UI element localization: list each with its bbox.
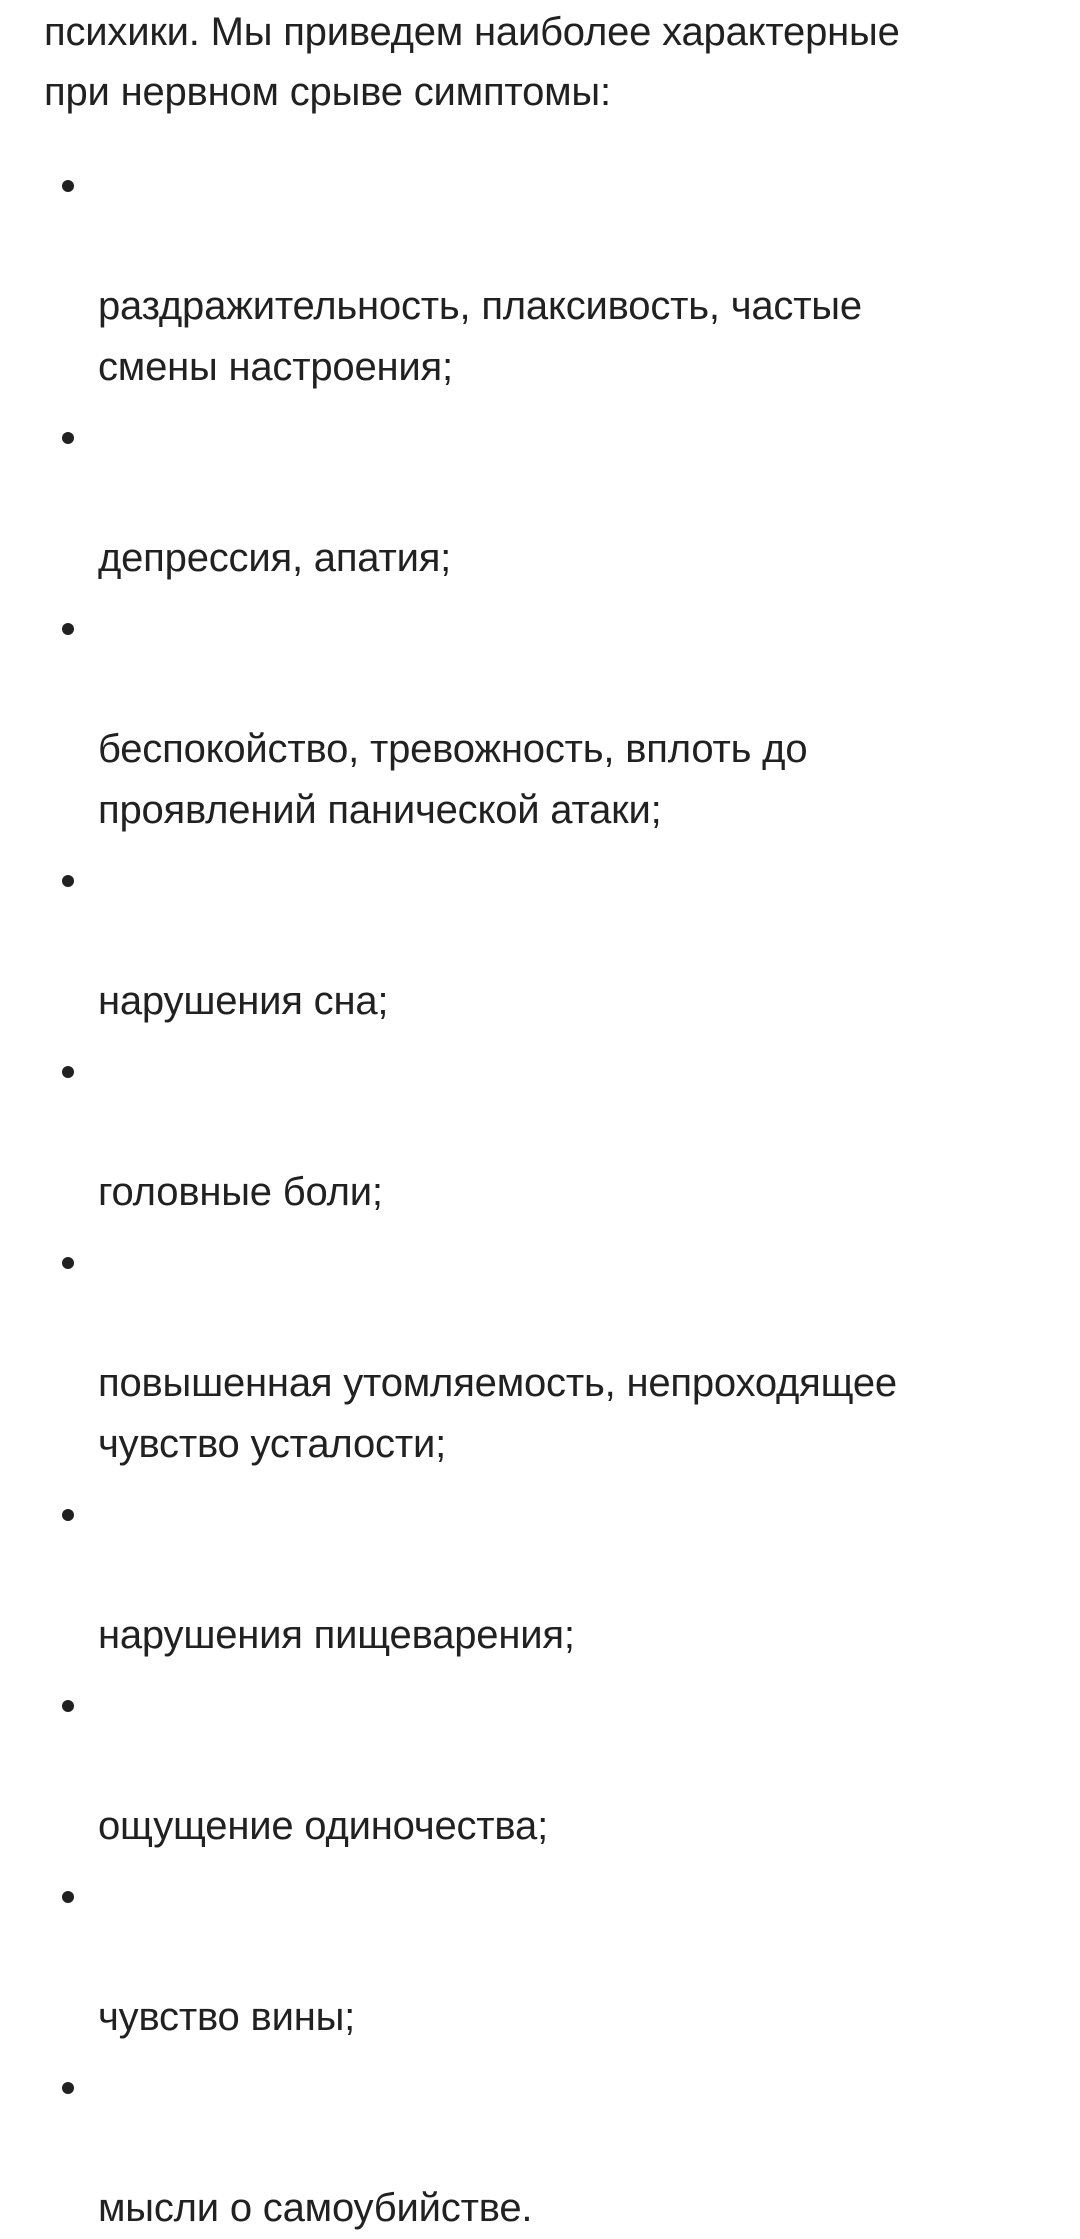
bullet-icon xyxy=(62,2082,74,2094)
list-item xyxy=(44,406,1040,589)
list-item xyxy=(44,1231,1040,1475)
bullet-icon xyxy=(62,1700,74,1712)
list-item-text: беспокойство, тревожность, вплоть до проявлений панической атаки; xyxy=(98,727,808,832)
list-item xyxy=(44,1865,1040,2048)
list-item xyxy=(44,597,1040,841)
list-item-text: ощущение одиночества; xyxy=(98,1804,548,1848)
intro-paragraph: психики. Мы приведем наиболее характерные при нервном срыве симптомы: xyxy=(44,10,900,114)
list-item-text: нарушения пищеварения; xyxy=(98,1613,575,1657)
list-item xyxy=(44,1483,1040,1666)
bullet-icon xyxy=(62,180,74,192)
list-item-text: повышенная утомляемость, непроходящее чувство усталости; xyxy=(98,1361,897,1466)
bullet-icon xyxy=(62,623,74,635)
bullet-icon xyxy=(62,1891,74,1903)
list-item xyxy=(44,1674,1040,1857)
bullet-icon xyxy=(62,1509,74,1521)
list-item-text: нарушения сна; xyxy=(98,979,389,1023)
list-item-text: чувство вины; xyxy=(98,1995,356,2039)
list-item-text: депрессия, апатия; xyxy=(98,536,452,580)
bullet-icon xyxy=(62,875,74,887)
bullet-icon xyxy=(62,1257,74,1269)
list-item xyxy=(44,154,1040,398)
list-item-text: раздражительность, плаксивость, частые смены настроения; xyxy=(98,284,862,389)
symptoms-list xyxy=(44,154,1040,2239)
list-item xyxy=(44,849,1040,1032)
list-item-text: головные боли; xyxy=(98,1170,383,1214)
list-item-text: мысли о самоубийстве. xyxy=(98,2186,533,2230)
list-item xyxy=(44,1040,1040,1223)
bullet-icon xyxy=(62,1066,74,1078)
list-item xyxy=(44,2056,1040,2239)
bullet-icon xyxy=(62,432,74,444)
